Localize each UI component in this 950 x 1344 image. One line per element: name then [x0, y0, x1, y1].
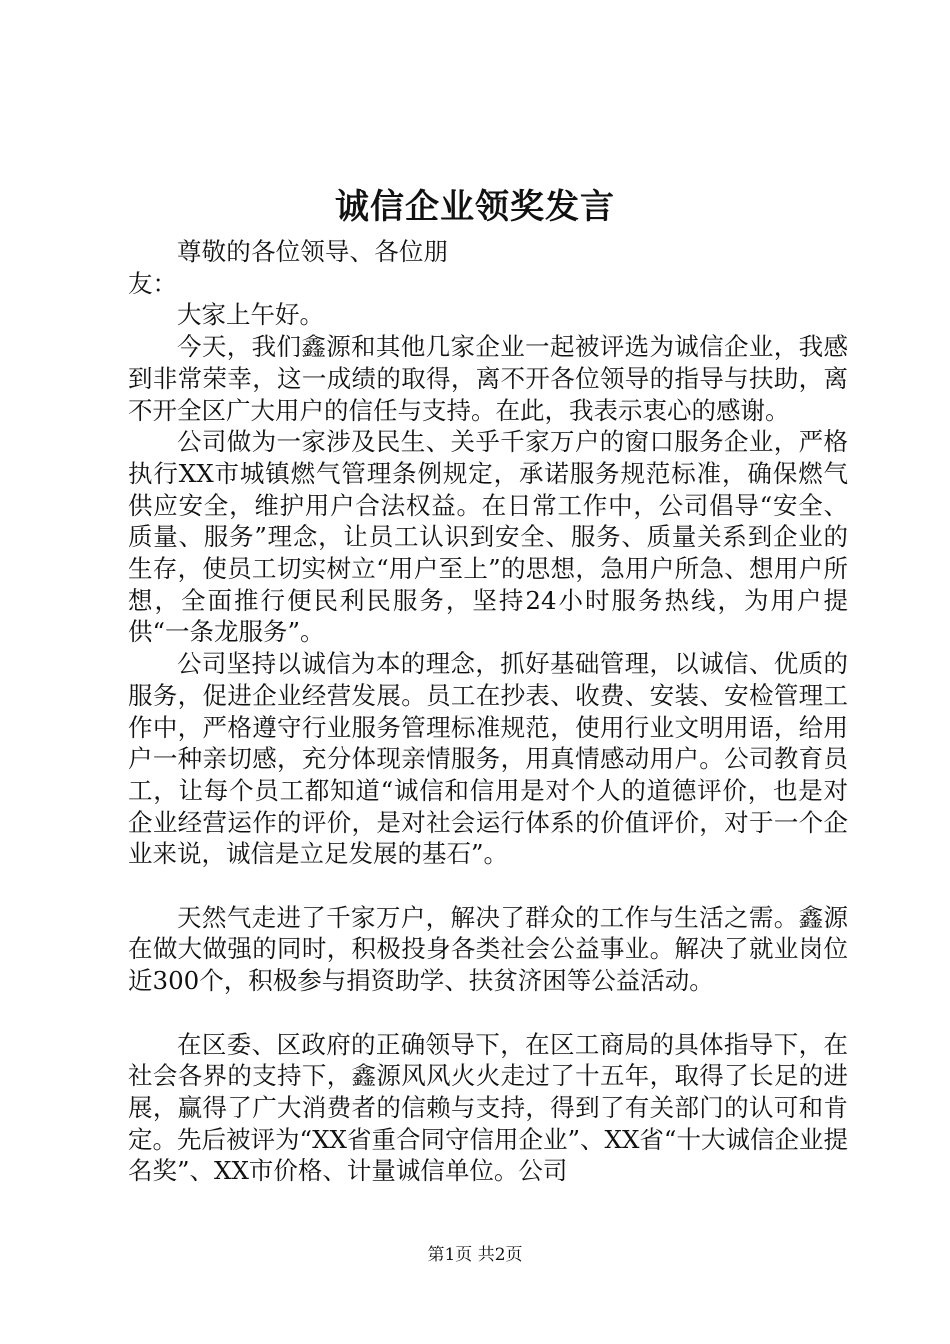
paragraph: 今天，我们鑫源和其他几家企业一起被评选为诚信企业，我感到非常荣幸，这一成绩的取得，离不开各位领导的指导与扶助，离不开全区广大用户的信任与支持。在此，我表示衷心的感谢。 — [128, 332, 848, 425]
paragraph: 在区委、区政府的正确领导下，在区工商局的具体指导下，在社会各界的支持下，鑫源风风火火走过了十五年，取得了长足的进展，赢得了广大消费者的信赖与支持，得到了有关部门的认可和肯定。先后被评为“XX省重合同守信用企业”、XX省“十大诚信企业提名奖”、XX市价格、计量诚信单位。公司 — [128, 1029, 848, 1186]
paragraph: 公司坚持以诚信为本的理念，抓好基础管理，以诚信、优质的服务，促进企业经营发展。员工在抄表、收费、安装、安检管理工作中，严格遵守行业服务管理标准规范，使用行业文明用语，给用户一种亲切感，充分体现亲情服务，用真情感动用户。公司教育员工，让每个员工都知道“诚信和信用是对个人的道德评价，也是对企业经营运作的评价，是对社会运行体系的价值评价，对于一个企业来说，诚信是立足发展的基石”。 — [128, 649, 848, 869]
paragraph: 公司做为一家涉及民生、关乎千家万户的窗口服务企业，严格执行XX市城镇燃气管理条例规定，承诺服务规范标准，确保燃气供应安全，维护用户合法权益。在日常工作中，公司倡导“安全、质量、服务”理念，让员工认识到安全、服务、质量关系到企业的生存，使员工切实树立“用户至上”的思想，急用户所急、想用户所想，全面推行便民利民服务，坚持24小时服务热线，为用户提供“一条龙服务”。 — [128, 427, 848, 647]
paragraph: 天然气走进了千家万户，解决了群众的工作与生活之需。鑫源在做大做强的同时，积极投身各类社会公益事业。解决了就业岗位近300个，积极参与捐资助学、扶贫济困等公益活动。 — [128, 902, 848, 996]
document-body — [128, 236, 848, 1187]
paragraph-spacer — [128, 870, 848, 902]
greeting: 大家上午好。 — [177, 300, 324, 330]
paragraph-spacer — [128, 997, 848, 1029]
salutation: 尊敬的各位领导、各位朋友： — [128, 237, 448, 298]
document-title: 诚信企业领奖发言 — [335, 187, 615, 227]
page-footer: 第1页 共2页 — [427, 1245, 523, 1265]
